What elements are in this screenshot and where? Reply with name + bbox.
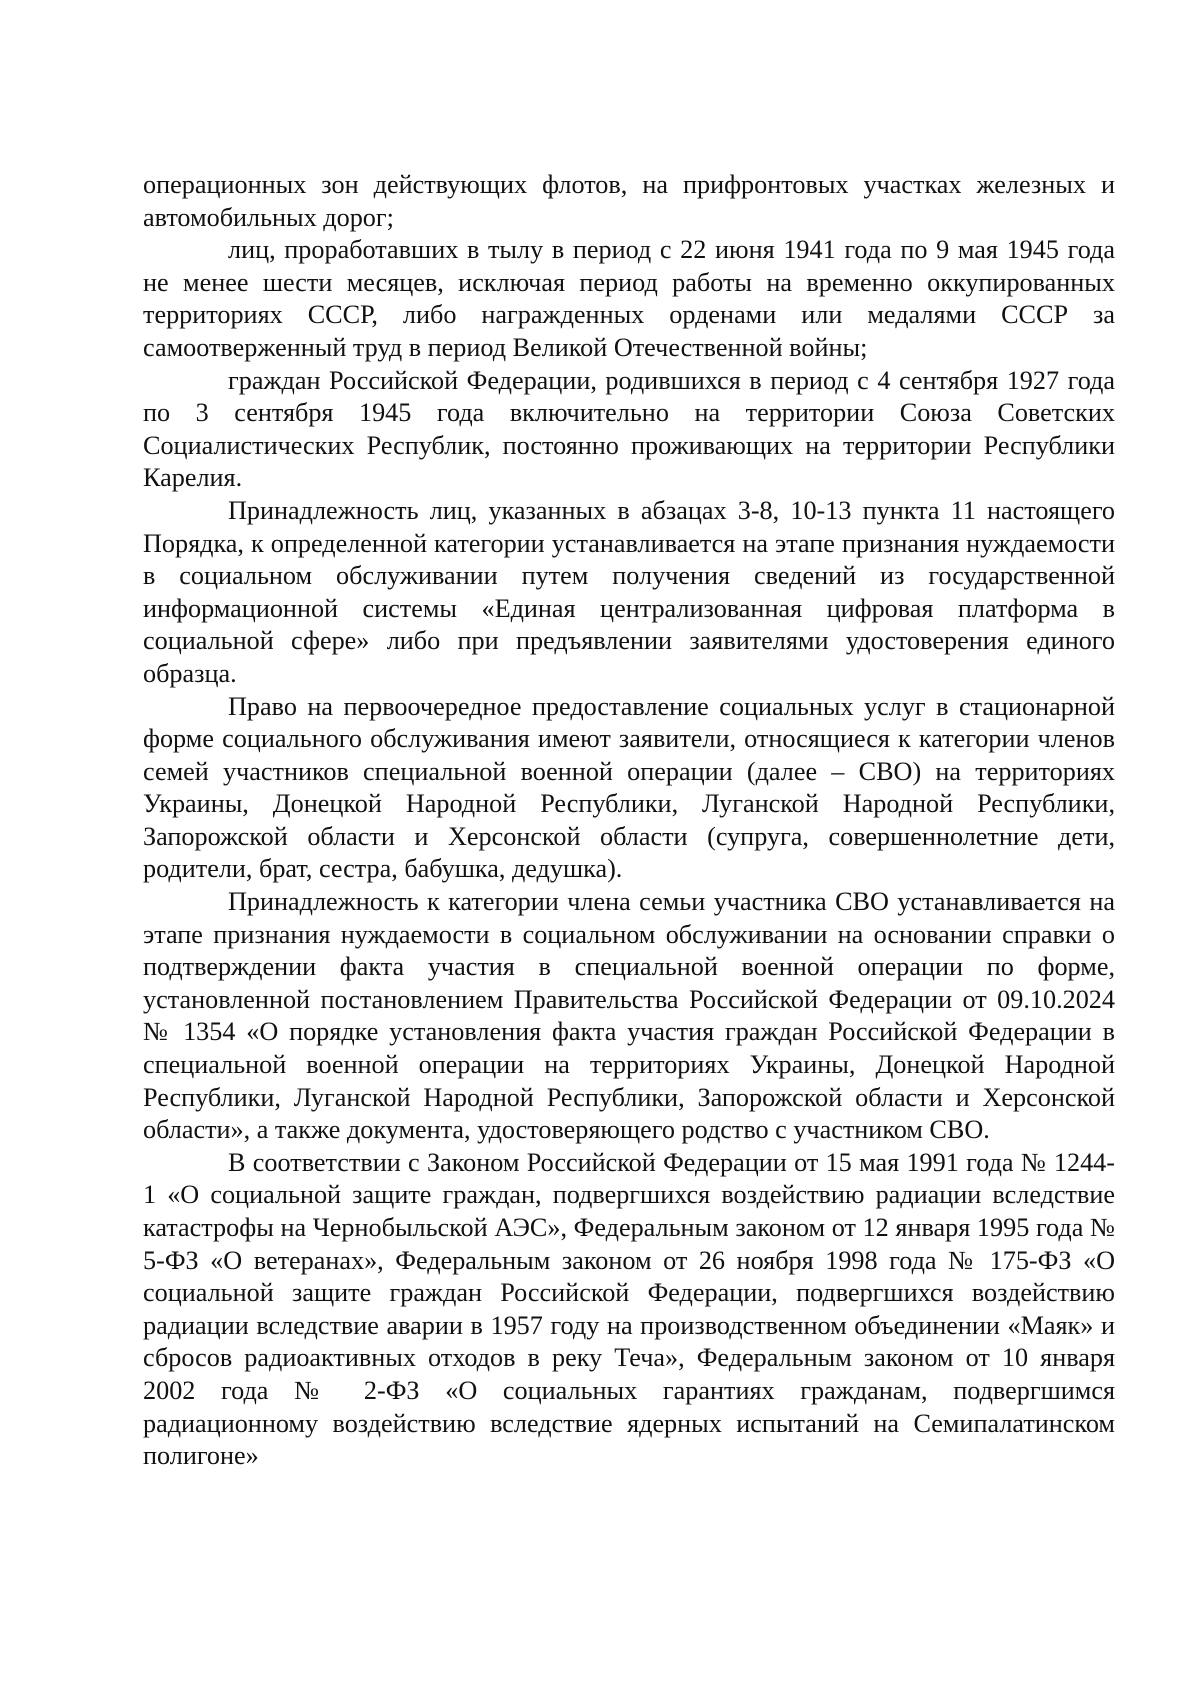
- paragraph-priority-right: Право на первоочередное предоставление социальных услуг в стационарной форме социального обслуживания имеют заявители, относящиеся к категории членов семей участников специальной военной операции (далее – СВО) на территориях Украины, Донецкой Народной Республики, Луганской Народной Республики, Запорожской области и Херсонской области (супруга, совершеннолетние дети, родители, брат, сестра, бабушка, дедушка).: [143, 691, 1115, 884]
- paragraph-svo-family-verification: Принадлежность к категории члена семьи участника СВО устанавливается на этапе признания нуждаемости в социальном обслуживании на основании справки о подтверждении факта участия в специальной военной операции по форме, установленной постановлением Правительства Российской Федерации от 09.10.2024 № 1354 «О порядке установления факта участия граждан Российской Федерации в специальной военной операции на территориях Украины, Донецкой Народной Республики, Луганской Народной Республики, Запорожской области и Херсонской области», а также документа, удостоверяющего родство с участником СВО.: [143, 887, 1115, 1145]
- paragraph-home-front-workers: лиц, проработавших в тылу в период с 22 июня 1941 года по 9 мая 1945 года не менее шести месяцев, исключая период работы на временно оккупированных территориях СССР, либо награжденных орденами или медалями СССР за самоотверженный труд в период Великой Отечественной войны;: [143, 235, 1115, 362]
- paragraph-federal-laws: В соответствии с Законом Российской Федерации от 15 мая 1991 года № 1244-1 «О социальной защите граждан, подвергшихся воздействию радиации вследствие катастрофы на Чернобыльской АЭС», Федеральным законом от 12 января 1995 года № 5-ФЗ «О ветеранах», Федеральным законом от 26 ноября 1998 года № 175-ФЗ «О социальной защите граждан Российской Федерации, подвергшихся воздействию радиации вследствие аварии в 1957 году на производственном объединении «Маяк» и сбросов радиоактивных отходов в реку Теча», Федеральным законом от 10 января 2002 года № 2-ФЗ «О социальных гарантиях гражданам, подвергшимся радиационному воздействию вследствие ядерных испытаний на Семипалатинском полигоне»: [143, 1147, 1115, 1471]
- document-body: [143, 169, 1115, 1473]
- paragraph-war-children: граждан Российской Федерации, родившихся в период с 4 сентября 1927 года по 3 сентября 1945 года включительно на территории Союза Советских Социалистических Республик, постоянно проживающих на территории Республики Карелия.: [143, 365, 1115, 493]
- paragraph-category-verification: Принадлежность лиц, указанных в абзацах 3-8, 10-13 пункта 11 настоящего Порядка, к определенной категории устанавливается на этапе признания нуждаемости в социальном обслуживании путем получения сведений из государственной информационной системы «Единая централизованная цифровая платформа в социальной сфере» либо при предъявлении заявителями удостоверения единого образца.: [143, 495, 1115, 688]
- paragraph-continuation: операционных зон действующих флотов, на прифронтовых участках железных и автомобильных дорог;: [143, 170, 1115, 232]
